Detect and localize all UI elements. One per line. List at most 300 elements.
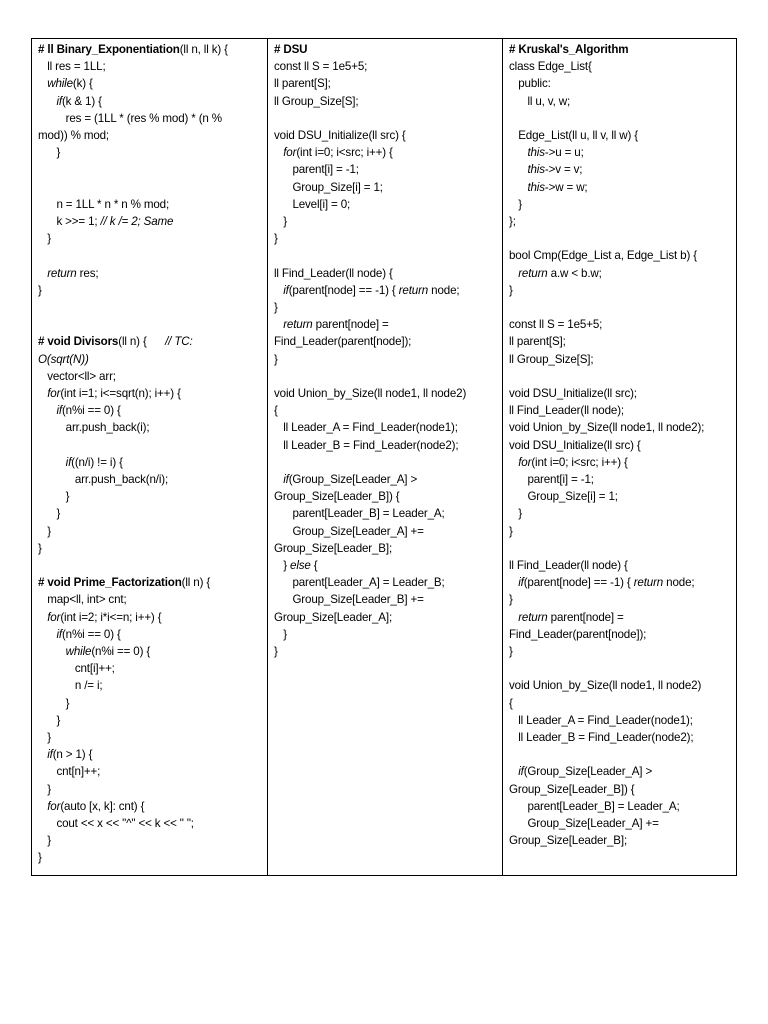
code-text: }: [38, 541, 42, 555]
code-keyword: for: [47, 799, 61, 813]
code-text: [274, 318, 283, 331]
code-text: }: [509, 645, 513, 659]
code-text: ll Find_Leader(ll node);: [509, 404, 624, 418]
code-line: [509, 247, 733, 264]
code-text: }: [274, 352, 278, 366]
code-text: arr.push_back(n/i);: [38, 472, 169, 486]
code-keyword: if: [283, 283, 289, 297]
code-line: [274, 127, 499, 144]
code-text: [38, 267, 47, 280]
code-keyword: this: [527, 180, 545, 194]
code-text: [274, 284, 283, 297]
code-line: [274, 196, 499, 213]
code-line: [509, 58, 733, 75]
code-line: [38, 179, 264, 196]
code-text: ll Leader_B = Find_Leader(node2);: [274, 438, 459, 452]
code-text: Group_Size[Leader_B]) {: [274, 490, 400, 504]
code-line: [38, 402, 264, 419]
code-line: [509, 161, 733, 178]
code-line: [38, 58, 264, 75]
code-text: node;: [663, 576, 695, 590]
code-keyword: return: [518, 266, 548, 280]
code-text: ll u, v, w;: [509, 94, 571, 108]
code-text: ll Leader_A = Find_Leader(node1);: [274, 421, 458, 435]
code-text: [509, 765, 518, 778]
code-line: [38, 815, 264, 832]
code-line: [38, 574, 264, 591]
code-text: ->w = w;: [544, 180, 588, 194]
code-text: [38, 387, 47, 400]
code-line: [38, 196, 264, 213]
code-text: cout << x << "^" << k << " ";: [38, 817, 194, 831]
code-line: [509, 75, 733, 92]
code-text: Edge_List(ll u, ll v, ll w) {: [509, 129, 639, 142]
code-line: [38, 557, 264, 574]
section-heading: # void Prime_Factorization: [38, 576, 182, 590]
code-line: [274, 557, 499, 574]
code-line: [274, 213, 499, 230]
code-keyword: this: [527, 163, 545, 177]
code-keyword: if: [518, 576, 524, 590]
code-text: Group_Size[Leader_B];: [509, 834, 628, 848]
code-line: [38, 454, 264, 471]
code-text: (n%i == 0) {: [61, 404, 121, 418]
code-text: Group_Size[i] = 1;: [274, 180, 383, 194]
code-text: void Union_by_Size(ll node1, ll node2);: [509, 421, 705, 435]
code-line: [274, 93, 499, 110]
code-text: }: [38, 283, 42, 297]
code-line: [274, 161, 499, 178]
code-text: (int i=1; i<=sqrt(n); i++) {: [60, 386, 181, 400]
code-line: [509, 643, 733, 660]
code-line: [509, 505, 733, 522]
code-line: [38, 437, 264, 454]
code-line: [274, 368, 499, 385]
code-text: (n%i == 0) {: [61, 627, 121, 641]
code-keyword: if: [56, 404, 62, 418]
code-keyword: return: [633, 576, 664, 590]
code-text: cnt[n]++;: [38, 765, 101, 779]
code-text: k >>= 1;: [38, 215, 101, 228]
code-text: {: [274, 404, 278, 418]
code-text: map<ll, int> cnt;: [38, 593, 127, 607]
code-keyword: this: [527, 146, 545, 160]
code-line: [509, 660, 733, 677]
code-text: (int i=2; i*i<=n; i++) {: [60, 610, 162, 624]
code-line: [274, 609, 499, 626]
code-line: [38, 832, 264, 849]
code-line: [38, 368, 264, 385]
code-line: [274, 333, 499, 350]
code-text: (ll n) {: [118, 335, 166, 349]
code-line: [38, 247, 264, 264]
code-text: mod)) % mod;: [38, 129, 110, 143]
code-line: [274, 643, 499, 660]
code-line: [509, 282, 733, 299]
code-line: [274, 454, 499, 471]
code-line: [38, 505, 264, 522]
code-line: [274, 351, 499, 368]
code-line: [274, 265, 499, 282]
code-line: [509, 626, 733, 643]
code-text: void Union_by_Size(ll node1, ll node2): [509, 679, 702, 693]
code-line: [509, 557, 733, 574]
code-text: [38, 77, 47, 90]
code-text: res = (1LL * (res % mod) * (n %: [38, 111, 222, 125]
code-line: [509, 179, 733, 196]
code-line: [509, 712, 733, 729]
code-line: [274, 58, 499, 75]
section-heading: # ll Binary_Exponentiation: [38, 43, 180, 56]
code-line: [38, 127, 264, 144]
code-text: n /= i;: [38, 679, 103, 693]
code-line: [274, 282, 499, 299]
code-text: parent[Leader_B] = Leader_A;: [274, 507, 445, 521]
code-line: [509, 419, 733, 436]
code-text: {: [310, 559, 318, 573]
code-line: [38, 144, 264, 161]
code-line: [38, 781, 264, 798]
code-text: Find_Leader(parent[node]);: [509, 627, 647, 641]
code-line: [38, 385, 264, 402]
code-text: ll Group_Size[S];: [509, 352, 594, 366]
code-line: [38, 265, 264, 282]
code-line: [509, 798, 733, 815]
code-line: [274, 402, 499, 419]
code-line: [274, 75, 499, 92]
code-line: [274, 437, 499, 454]
section-heading: # Kruskal's_Algorithm: [509, 43, 629, 56]
code-line: [38, 333, 264, 350]
code-text: [38, 404, 56, 417]
code-line: [509, 316, 733, 333]
code-text: ll Find_Leader(ll node) {: [509, 559, 628, 573]
code-line: [274, 230, 499, 247]
code-line: [38, 660, 264, 677]
code-text: a.w < b.w;: [547, 266, 602, 280]
code-sheet-table: [31, 38, 737, 876]
code-line: [38, 763, 264, 780]
code-line: [38, 677, 264, 694]
code-text: ll Find_Leader(ll node) {: [274, 266, 393, 280]
code-text: }: [38, 696, 70, 710]
code-line: [509, 695, 733, 712]
code-text: ll res = 1LL;: [38, 60, 106, 74]
code-line: [38, 609, 264, 626]
code-line: [274, 488, 499, 505]
code-text: }: [38, 782, 51, 796]
code-text: [509, 181, 527, 194]
code-text: Group_Size[Leader_B];: [274, 541, 393, 555]
code-text: (n > 1) {: [52, 748, 93, 762]
code-text: [38, 748, 47, 761]
code-line: [38, 643, 264, 660]
code-text: (ll n) {: [181, 576, 211, 590]
code-line: [274, 41, 499, 58]
code-keyword: if: [65, 455, 72, 469]
code-text: [509, 146, 527, 159]
code-keyword: for: [518, 455, 532, 469]
code-text: (int i=0; i<src; i++) {: [531, 455, 628, 469]
code-text: class Edge_List{: [509, 60, 592, 74]
code-line: [509, 832, 733, 849]
code-keyword: // TC:: [165, 335, 193, 349]
code-line: [509, 41, 733, 58]
code-text: [509, 163, 527, 176]
code-line: [274, 247, 499, 264]
code-text: ll parent[S];: [274, 77, 331, 91]
code-text: [38, 800, 47, 813]
code-text: [509, 456, 518, 469]
code-keyword: if: [47, 748, 53, 762]
code-line: [509, 110, 733, 127]
code-line: [509, 385, 733, 402]
code-line: [509, 299, 733, 316]
code-line: [509, 763, 733, 780]
code-line: [509, 93, 733, 110]
code-line: [274, 523, 499, 540]
code-line: [509, 265, 733, 282]
code-line: [38, 746, 264, 763]
code-text: }: [38, 713, 61, 727]
code-line: [38, 213, 264, 230]
code-text: }: [274, 559, 291, 573]
code-line: [274, 574, 499, 591]
code-text: }: [38, 490, 70, 504]
section-heading: # DSU: [274, 43, 308, 56]
code-line: [38, 230, 264, 247]
code-line: [509, 815, 733, 832]
code-keyword: if: [56, 627, 62, 641]
code-keyword: return: [283, 318, 313, 332]
code-keyword: for: [283, 146, 297, 160]
code-line: [38, 316, 264, 333]
code-line: [509, 213, 733, 230]
code-line: [274, 419, 499, 436]
code-text: }: [38, 851, 42, 865]
code-text: (parent[node] == -1) {: [523, 576, 634, 590]
code-text: void Union_by_Size(ll node1, ll node2): [274, 387, 467, 401]
code-line: [38, 729, 264, 746]
code-line: [274, 110, 499, 127]
code-line: [509, 523, 733, 540]
code-line: [38, 488, 264, 505]
code-line: [38, 351, 264, 368]
code-line: [509, 368, 733, 385]
code-text: n = 1LL * n * n % mod;: [38, 197, 170, 211]
code-text: (k & 1) {: [61, 94, 102, 108]
code-line: [509, 144, 733, 161]
code-line: [509, 729, 733, 746]
code-line: [509, 127, 733, 144]
code-line: [509, 402, 733, 419]
code-line: [274, 385, 499, 402]
code-text: [509, 267, 518, 280]
code-line: [274, 316, 499, 333]
code-text: (Group_Size[Leader_A] >: [288, 473, 418, 487]
code-text: parent[node] =: [547, 610, 624, 624]
code-text: ->v = v;: [544, 163, 583, 177]
code-text: (ll n, ll k) {: [179, 43, 228, 56]
code-keyword: else: [290, 559, 311, 573]
code-line: [509, 574, 733, 591]
code-text: node;: [428, 283, 460, 297]
code-line: [509, 196, 733, 213]
code-text: }: [509, 197, 522, 211]
code-text: ->u = u;: [544, 146, 584, 160]
code-line: [38, 591, 264, 608]
code-line: [38, 626, 264, 643]
code-text: (n%i == 0) {: [91, 645, 151, 658]
column-dsu: [267, 39, 502, 875]
code-text: Level[i] = 0;: [274, 197, 351, 211]
code-line: [274, 591, 499, 608]
code-line: [38, 41, 264, 58]
code-text: bool Cmp(Edge_List a, Edge_List b) {: [509, 249, 697, 263]
code-line: [274, 299, 499, 316]
code-text: }: [38, 146, 61, 160]
code-text: parent[Leader_B] = Leader_A;: [509, 799, 680, 813]
code-text: {: [509, 696, 513, 710]
code-text: }: [274, 645, 278, 659]
code-text: }: [38, 731, 51, 745]
code-text: void DSU_Initialize(ll src) {: [509, 438, 641, 452]
code-line: [38, 540, 264, 557]
code-text: }: [38, 232, 51, 246]
code-text: parent[Leader_A] = Leader_B;: [274, 576, 445, 590]
code-keyword: if: [56, 94, 62, 108]
code-keyword: return: [398, 283, 429, 297]
code-text: res;: [76, 266, 99, 280]
code-line: [509, 230, 733, 247]
code-line: [274, 540, 499, 557]
code-text: const ll S = 1e5+5;: [274, 60, 368, 74]
code-line: [509, 351, 733, 368]
code-text: }: [509, 507, 522, 521]
code-text: };: [509, 215, 516, 229]
code-text: }: [274, 215, 287, 229]
code-line: [274, 144, 499, 161]
code-text: Group_Size[Leader_B]) {: [509, 782, 635, 796]
code-text: const ll S = 1e5+5;: [509, 318, 603, 332]
code-line: [38, 419, 264, 436]
code-text: }: [509, 283, 513, 297]
code-text: cnt[i]++;: [38, 662, 115, 676]
code-text: }: [274, 232, 278, 246]
code-text: (k) {: [72, 77, 93, 91]
code-text: vector<ll> arr;: [38, 369, 116, 383]
code-text: parent[node] =: [312, 318, 389, 332]
code-text: [274, 146, 283, 159]
code-line: [38, 471, 264, 488]
code-text: Group_Size[i] = 1;: [509, 490, 618, 504]
code-text: }: [274, 301, 278, 315]
code-text: }: [38, 507, 61, 521]
code-text: [38, 645, 66, 658]
code-text: Group_Size[Leader_A];: [274, 610, 393, 624]
code-keyword: return: [47, 266, 77, 280]
code-text: [509, 576, 518, 589]
code-text: arr.push_back(i);: [38, 421, 150, 435]
code-line: [509, 488, 733, 505]
code-text: public:: [509, 77, 551, 91]
code-text: parent[i] = -1;: [274, 163, 359, 177]
code-line: [509, 437, 733, 454]
code-text: (auto [x, k]: cnt) {: [60, 799, 145, 813]
code-line: [274, 505, 499, 522]
code-line: [509, 609, 733, 626]
code-text: [38, 628, 56, 641]
code-text: [274, 473, 283, 486]
code-line: [38, 695, 264, 712]
code-text: void DSU_Initialize(ll src);: [509, 387, 637, 400]
code-line: [274, 179, 499, 196]
code-line: [38, 798, 264, 815]
code-line: [38, 161, 264, 178]
code-keyword: O(sqrt(N)): [38, 352, 89, 366]
code-keyword: if: [518, 765, 524, 779]
code-text: Group_Size[Leader_B] +=: [274, 593, 424, 607]
code-text: [509, 611, 518, 624]
code-line: [38, 299, 264, 316]
code-line: [274, 626, 499, 643]
code-text: }: [38, 524, 51, 538]
code-line: [38, 523, 264, 540]
code-text: ll Group_Size[S];: [274, 94, 359, 108]
code-line: [509, 591, 733, 608]
code-line: [38, 849, 264, 866]
code-line: [38, 75, 264, 92]
column-kruskals-algorithm: [502, 39, 736, 875]
code-text: }: [274, 627, 287, 641]
code-text: }: [509, 524, 513, 538]
code-keyword: while: [65, 645, 92, 658]
code-line: [38, 93, 264, 110]
code-line: [274, 471, 499, 488]
code-line: [509, 454, 733, 471]
code-text: ll Leader_B = Find_Leader(node2);: [509, 731, 694, 745]
code-line: [509, 333, 733, 350]
code-text: (int i=0; i<src; i++) {: [296, 146, 393, 160]
code-text: ((n/i) != i) {: [71, 455, 123, 469]
code-keyword: for: [47, 386, 61, 400]
code-text: (Group_Size[Leader_A] >: [523, 765, 653, 779]
code-text: (parent[node] == -1) {: [288, 283, 399, 297]
code-keyword: while: [47, 77, 73, 91]
code-text: Find_Leader(parent[node]);: [274, 335, 412, 349]
code-text: Group_Size[Leader_A] +=: [509, 817, 659, 831]
code-line: [509, 746, 733, 763]
code-text: parent[i] = -1;: [509, 473, 594, 487]
code-line: [38, 282, 264, 299]
code-text: Group_Size[Leader_A] +=: [274, 524, 424, 538]
code-keyword: return: [518, 610, 548, 624]
code-line: [509, 540, 733, 557]
code-keyword: if: [283, 473, 289, 487]
code-text: }: [38, 834, 51, 848]
code-text: [38, 611, 47, 624]
code-keyword: for: [47, 610, 61, 624]
section-heading: # void Divisors: [38, 335, 119, 349]
code-text: ll Leader_A = Find_Leader(node1);: [509, 713, 693, 727]
code-line: [38, 110, 264, 127]
code-text: [38, 95, 56, 108]
code-text: ll parent[S];: [509, 335, 566, 349]
code-text: [38, 456, 66, 469]
code-line: [38, 712, 264, 729]
code-line: [509, 677, 733, 694]
code-line: [509, 781, 733, 798]
